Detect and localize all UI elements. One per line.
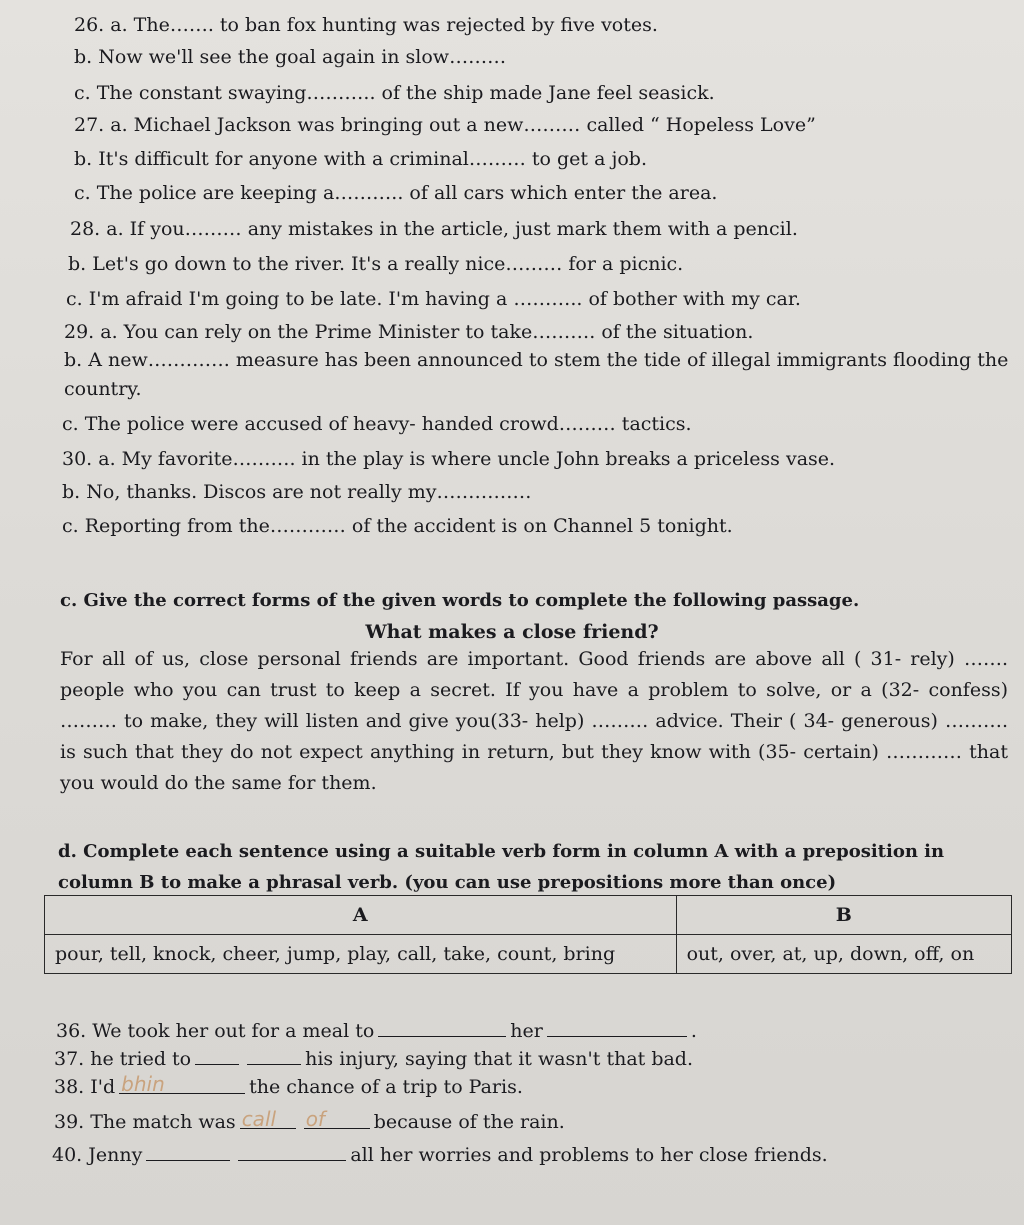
- exercise-b-line: [70, 218, 798, 240]
- item-text: The……. to ban fox hunting was rejected by five votes.: [133, 14, 658, 36]
- sentence-40: 40. Jenny all her worries and problems to her close friends.: [52, 1144, 828, 1166]
- passage-title: What makes a close friend?: [365, 621, 659, 643]
- item-number: c.: [62, 413, 79, 435]
- handwritten-answer-39a: call: [241, 1107, 277, 1131]
- item-number: b.: [64, 349, 83, 371]
- item-text: Michael Jackson was bringing out a new……… called “ Hopeless Love”: [133, 114, 816, 136]
- item-text: I'm afraid I'm going to be late. I'm having a ……….. of bother with my car.: [88, 288, 801, 310]
- exercise-b-line: [62, 515, 733, 537]
- blank-39b[interactable]: [304, 1107, 370, 1131]
- exercise-b-line: [74, 114, 816, 136]
- section-d-heading: d. Complete each sentence using a suitable verb form in column A with a preposition in column B to make a phrasal verb. (you can use prepositions more than once): [58, 841, 945, 893]
- item-text: My favorite………. in the play is where uncle John breaks a priceless vase.: [121, 448, 836, 470]
- exercise-b-line: [74, 182, 717, 204]
- blank-39a[interactable]: [240, 1107, 296, 1131]
- exercise-b-line: [74, 46, 506, 68]
- item-number: 28. a.: [70, 218, 124, 240]
- item-text: It's difficult for anyone with a criminal……… to get a job.: [98, 148, 647, 170]
- sentence-37: 37. he tried to his injury, saying that it wasn't that bad.: [54, 1048, 694, 1070]
- section-c-heading: c. Give the correct forms of the given words to complete the following passage.: [60, 590, 860, 611]
- exercise-b-line: [64, 349, 1008, 371]
- item-number: b.: [74, 148, 93, 170]
- blank-40a[interactable]: [146, 1142, 230, 1161]
- exercise-b-line: [62, 413, 692, 435]
- exercise-b-line: [64, 321, 753, 343]
- item-number: c.: [74, 182, 91, 204]
- blank-38[interactable]: [119, 1072, 245, 1096]
- item-text: No, thanks. Discos are not really my……………: [86, 481, 532, 503]
- phrasal-verb-table: [44, 895, 1012, 974]
- blank-40b[interactable]: [238, 1142, 346, 1161]
- item-number: c.: [62, 515, 79, 537]
- exercise-b-line: [66, 288, 801, 310]
- blank-37b[interactable]: [247, 1046, 301, 1065]
- item-number: b.: [68, 253, 87, 275]
- blank-36a[interactable]: [378, 1018, 506, 1037]
- exercise-b-line: [62, 481, 531, 503]
- sentence-38: 38. I'd bhin the chance of a trip to Paris.: [54, 1072, 523, 1098]
- item-number: b.: [74, 46, 93, 68]
- item-text: country.: [64, 378, 142, 400]
- column-b-prepositions: out, over, at, up, down, off, on: [676, 935, 1011, 974]
- column-a-verbs: pour, tell, knock, cheer, jump, play, call, take, count, bring: [45, 935, 677, 974]
- item-text: The constant swaying……….. of the ship made Jane feel seasick.: [96, 82, 715, 104]
- item-number: b.: [62, 481, 81, 503]
- column-b-header: B: [676, 896, 1011, 935]
- sentence-39: 39. The match was call of because of the rain.: [54, 1107, 565, 1133]
- item-number: 27. a.: [74, 114, 128, 136]
- exercise-b-line: [74, 148, 647, 170]
- item-text: You can rely on the Prime Minister to take………. of the situation.: [123, 321, 754, 343]
- sentence-36: 36. We took her out for a meal to her .: [56, 1020, 697, 1042]
- handwritten-answer-39b: of: [305, 1107, 325, 1131]
- item-text: If you……… any mistakes in the article, just mark them with a pencil.: [129, 218, 798, 240]
- exercise-b-line: [62, 448, 835, 470]
- item-text: A new…………. measure has been announced to stem the tide of illegal immigrants flooding the: [88, 349, 1009, 371]
- item-number: 26. a.: [74, 14, 128, 36]
- blank-37a[interactable]: [195, 1046, 239, 1065]
- item-number: c.: [66, 288, 83, 310]
- item-number: 29. a.: [64, 321, 118, 343]
- handwritten-answer-38: bhin: [121, 1072, 165, 1096]
- passage-text: For all of us, close personal friends are important. Good friends are above all ( 31- rely) ……. people who you can trust to keep a secret. If you have a problem to solve, or a (32- confess) ……… to make, they will listen and give you(33- help) ……… advice. Their ( 34- generous) ………. is such that they do not expect anything in return, but they know with (35- certain) ………… that you would do the same for them.: [60, 648, 1008, 794]
- item-number: c.: [74, 82, 91, 104]
- column-a-header: A: [45, 896, 677, 935]
- item-text: Reporting from the………… of the accident is on Channel 5 tonight.: [84, 515, 733, 537]
- item-text: Let's go down to the river. It's a really nice……… for a picnic.: [92, 253, 684, 275]
- item-text: Now we'll see the goal again in slow………: [98, 46, 507, 68]
- exercise-b-line: [68, 253, 683, 275]
- exercise-b-line: [64, 378, 142, 400]
- exercise-b-line: [74, 82, 715, 104]
- item-text: The police are keeping a……….. of all cars which enter the area.: [96, 182, 718, 204]
- blank-36b[interactable]: [547, 1018, 687, 1037]
- item-number: 30. a.: [62, 448, 116, 470]
- exercise-b-line: [74, 14, 658, 36]
- item-text: The police were accused of heavy- handed crowd……… tactics.: [84, 413, 692, 435]
